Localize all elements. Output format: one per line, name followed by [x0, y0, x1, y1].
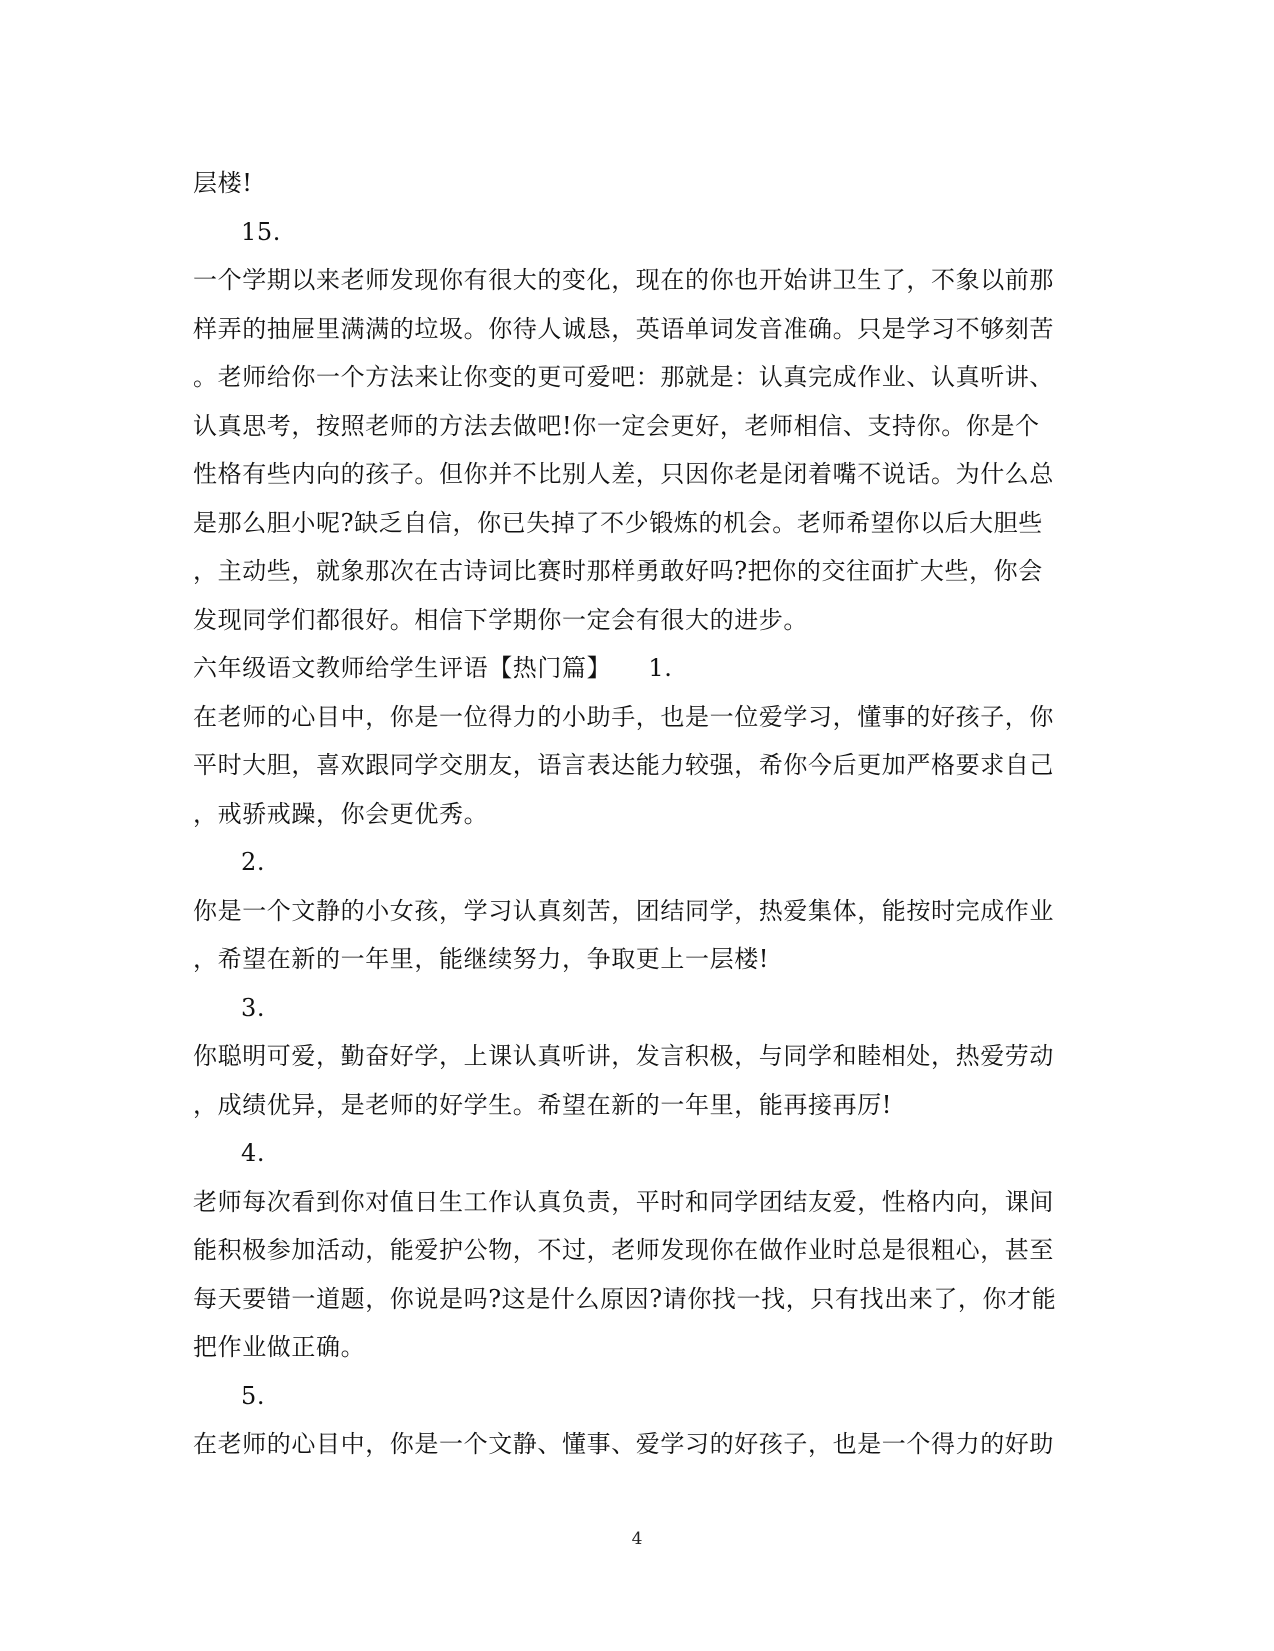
text-line: 性格有些内向的孩子。但你并不比别人差，只因你老是闭着嘴不说话。为什么总 — [193, 460, 1054, 488]
text-line: 发现同学们都很好。相信下学期你一定会有很大的进步。 — [193, 605, 808, 634]
document-body — [193, 159, 1073, 1469]
text-line: 六年级语文教师给学生评语【热门篇】 1. — [193, 654, 673, 682]
text-line: 每天要错一道题，你说是吗?这是什么原因?请你找一找，只有找出来了，你才能 — [193, 1284, 1057, 1313]
text-line: 把作业做正确。 — [193, 1333, 366, 1361]
text-line: 样弄的抽屉里满满的垃圾。你待人诚恳，英语单词发音准确。只是学习不够刻苦 — [193, 314, 1054, 343]
item-number: 4. — [241, 1139, 266, 1167]
item-number: 3. — [241, 993, 266, 1022]
text-line: ，希望在新的一年里，能继续努力，争取更上一层楼! — [193, 945, 770, 973]
item-number: 5. — [241, 1381, 266, 1410]
text-line: 你聪明可爱，勤奋好学，上课认真听讲，发言积极，与同学和睦相处，热爱劳动 — [193, 1042, 1054, 1070]
text-line: 一个学期以来老师发现你有很大的变化，现在的你也开始讲卫生了，不象以前那 — [193, 266, 1054, 294]
text-line: 是那么胆小呢?缺乏自信，你已失掉了不少锻炼的机会。老师希望你以后大胆些 — [193, 508, 1043, 537]
text-line: 。老师给你一个方法来让你变的更可爱吧：那就是：认真完成作业、认真听讲、 — [193, 363, 1054, 391]
item-number: 2. — [241, 848, 266, 876]
text-line: 认真思考，按照老师的方法去做吧!你一定会更好，老师相信、支持你。你是个 — [193, 411, 1040, 440]
text-line: 老师每次看到你对值日生工作认真负责，平时和同学团结友爱，性格内向，课间 — [193, 1187, 1054, 1216]
item-number: 15. — [241, 217, 281, 246]
text-line: ，戒骄戒躁，你会更优秀。 — [193, 799, 489, 828]
text-line: ，成绩优异，是老师的好学生。希望在新的一年里，能再接再厉! — [193, 1090, 893, 1119]
text-line: ，主动些，就象那次在古诗词比赛时那样勇敢好吗?把你的交往面扩大些，你会 — [193, 557, 1043, 585]
text-line: 层楼! — [193, 169, 253, 197]
text-line: 你是一个文静的小女孩，学习认真刻苦，团结同学，热爱集体，能按时完成作业 — [193, 896, 1054, 925]
page-number: 4 — [631, 1529, 643, 1549]
text-line: 平时大胆，喜欢跟同学交朋友，语言表达能力较强，希你今后更加严格要求自己 — [193, 751, 1054, 779]
text-line: 在老师的心目中，你是一个文静、懂事、爱学习的好孩子，也是一个得力的好助 — [193, 1430, 1054, 1458]
text-line: 能积极参加活动，能爱护公物，不过，老师发现你在做作业时总是很粗心，甚至 — [193, 1236, 1054, 1264]
text-line: 在老师的心目中，你是一位得力的小助手，也是一位爱学习，懂事的好孩子，你 — [193, 702, 1054, 731]
